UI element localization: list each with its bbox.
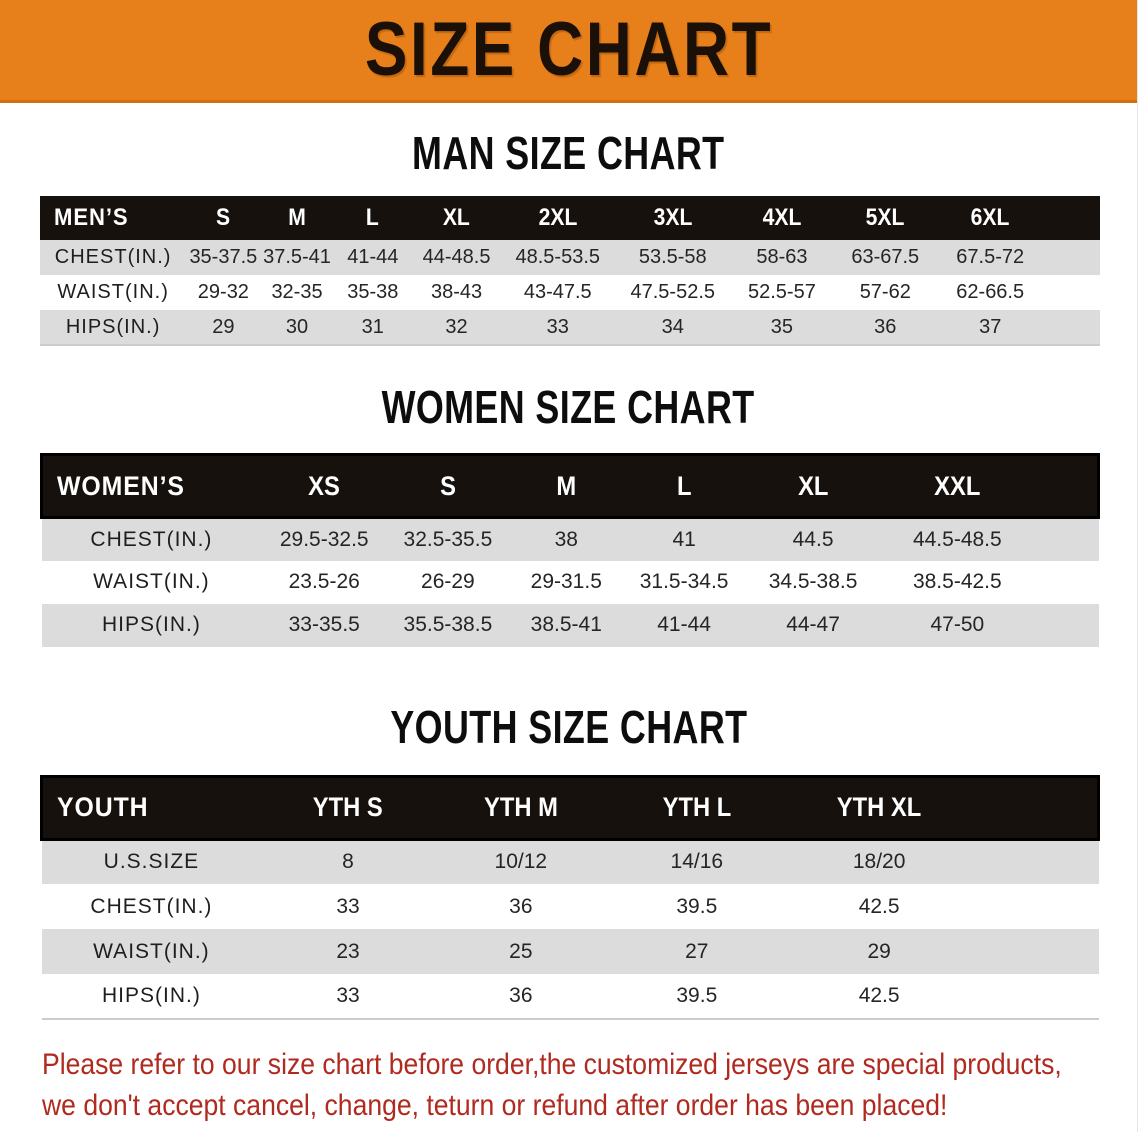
size-value: 34: [614, 310, 731, 345]
size-value: 36: [833, 310, 938, 345]
measurement-label: HIPS(IN.): [42, 974, 262, 1019]
size-value: 48.5-53.5: [501, 240, 614, 275]
measurement-label: CHEST(IN.): [42, 518, 262, 561]
size-group-label: MEN’S: [40, 196, 186, 240]
size-value: 29-31.5: [530, 570, 602, 593]
size-group-header-row: [42, 455, 1099, 518]
disclaimer-line-2: we don't accept cancel, change, teturn or refund after order has been placed!: [42, 1089, 948, 1122]
size-value: 33: [501, 310, 614, 345]
size-value: 44-47: [744, 604, 881, 647]
size-value: 42.5: [858, 894, 900, 918]
spacer-cell: [972, 884, 1099, 929]
size-value: 41-44: [624, 604, 744, 647]
spacer-cell: [972, 929, 1099, 974]
measurement-row: [42, 561, 1099, 604]
size-value: 29-32: [197, 281, 249, 303]
spacer-cell: [1033, 518, 1099, 561]
youth-size-table: [40, 775, 1100, 1021]
spacer-cell: [972, 974, 1099, 1019]
size-value: 23.5-26: [288, 570, 360, 593]
banner-title: SIZE CHART: [364, 7, 773, 92]
size-value: 53.5-58: [614, 240, 731, 275]
measurement-label: CHEST(IN.): [40, 240, 186, 275]
size-group-header-row: [40, 196, 1100, 240]
size-value: 30: [260, 310, 333, 345]
size-column-header: L: [334, 196, 412, 240]
size-column-header: 4XL: [731, 196, 833, 240]
size-value: 42.5: [787, 974, 972, 1019]
measurement-label: WAIST(IN.): [42, 929, 262, 974]
spacer-cell: [1043, 275, 1100, 310]
size-value: 35-37.5: [186, 240, 260, 275]
women-section-heading: WOMEN SIZE CHART: [381, 381, 755, 433]
size-column-header: XXL: [882, 455, 1033, 518]
size-group-label: YOUTH: [42, 776, 262, 839]
size-value: 39.5: [607, 974, 787, 1019]
size-value: 38: [509, 518, 624, 561]
size-value: 29: [787, 929, 972, 974]
size-value: 63-67.5: [833, 240, 938, 275]
size-value: 38.5-41: [509, 604, 624, 647]
size-value: 32-35: [271, 281, 323, 303]
size-value: 38-43: [430, 281, 483, 303]
size-value: 8: [261, 839, 434, 884]
man-section-heading: MAN SIZE CHART: [412, 127, 725, 179]
measurement-row: [42, 884, 1099, 929]
spacer-cell: [1033, 604, 1099, 647]
size-value: 35.5-38.5: [387, 604, 509, 647]
size-value: 35-38: [347, 281, 399, 303]
size-value: 52.5-57: [748, 281, 816, 303]
size-value: 44.5: [744, 518, 881, 561]
size-value: 33-35.5: [261, 604, 387, 647]
size-value: 47.5-52.5: [630, 281, 715, 303]
banner: [0, 0, 1137, 103]
size-group-label: WOMEN’S: [42, 455, 262, 518]
size-column-header: S: [387, 455, 509, 518]
disclaimer-line-1: Please refer to our size chart before order,the customized jerseys are special products,: [42, 1048, 1062, 1081]
size-column-header: 6XL: [938, 196, 1043, 240]
size-value: 58-63: [731, 240, 833, 275]
disclaimer: [42, 1044, 1137, 1126]
size-value: 18/20: [787, 839, 972, 884]
size-column-header: M: [260, 196, 333, 240]
measurement-row: [42, 839, 1099, 884]
size-column-header: XL: [412, 196, 501, 240]
size-value: 26-29: [421, 570, 475, 593]
size-column-header: YTH M: [435, 776, 607, 839]
youth-section-heading: YOUTH SIZE CHART: [389, 700, 748, 753]
measurement-row: [42, 518, 1099, 561]
size-value: 44.5-48.5: [882, 518, 1033, 561]
size-value: 32.5-35.5: [387, 518, 509, 561]
size-value: 29: [186, 310, 260, 345]
measurement-label: WAIST(IN.): [57, 281, 169, 303]
size-value: 44-48.5: [412, 240, 501, 275]
measurement-label: U.S.SIZE: [42, 839, 262, 884]
measurement-label: HIPS(IN.): [40, 310, 186, 345]
men-size-table: [40, 196, 1100, 346]
size-value: 41: [624, 518, 744, 561]
spacer-cell: [1043, 240, 1100, 275]
size-value: 62-66.5: [956, 281, 1025, 303]
size-value: 36: [509, 894, 533, 918]
size-column-header: XS: [261, 455, 387, 518]
spacer-cell: [1043, 310, 1100, 345]
size-value: 36: [435, 974, 607, 1019]
size-value: 38.5-42.5: [912, 570, 1002, 593]
measurement-row: [40, 240, 1100, 275]
size-value: 27: [607, 929, 787, 974]
size-column-header: 5XL: [833, 196, 938, 240]
measurement-row: [42, 974, 1099, 1019]
size-column-header: YTH S: [261, 776, 434, 839]
size-column-header: XL: [744, 455, 881, 518]
size-value: 32: [412, 310, 501, 345]
size-value: 35: [731, 310, 833, 345]
size-value: 25: [435, 929, 607, 974]
size-column-header: YTH L: [607, 776, 787, 839]
women-size-table: [40, 453, 1100, 647]
size-column-header: M: [509, 455, 624, 518]
measurement-row: [42, 604, 1099, 647]
size-value: 10/12: [435, 839, 607, 884]
size-value: 34.5-38.5: [768, 570, 858, 593]
size-value: 31: [334, 310, 412, 345]
size-value: 23: [261, 929, 434, 974]
size-value: 14/16: [607, 839, 787, 884]
size-column-header: 3XL: [614, 196, 731, 240]
size-value: 37: [938, 310, 1043, 345]
size-value: 39.5: [676, 894, 718, 918]
measurement-label: HIPS(IN.): [42, 604, 262, 647]
measurement-row: [40, 275, 1100, 310]
spacer-cell: [972, 839, 1099, 884]
size-value: 57-62: [859, 281, 911, 303]
spacer-cell: [1043, 196, 1100, 240]
size-value: 33: [336, 894, 360, 918]
measurement-row: [42, 929, 1099, 974]
size-value: 67.5-72: [938, 240, 1043, 275]
size-value: 41-44: [334, 240, 412, 275]
measurement-label: WAIST(IN.): [93, 570, 210, 593]
measurement-label: CHEST(IN.): [90, 894, 213, 918]
spacer-cell: [1033, 561, 1099, 604]
size-column-header: L: [624, 455, 744, 518]
size-value: 47-50: [882, 604, 1033, 647]
size-value: 43-47.5: [523, 281, 592, 303]
measurement-row: [40, 310, 1100, 345]
size-group-header-row: [42, 776, 1099, 839]
spacer-cell: [1033, 455, 1099, 518]
size-column-header: S: [186, 196, 260, 240]
size-value: 33: [261, 974, 434, 1019]
size-value: 29.5-32.5: [261, 518, 387, 561]
size-column-header: YTH XL: [787, 776, 972, 839]
size-value: 37.5-41: [260, 240, 333, 275]
size-column-header: 2XL: [501, 196, 614, 240]
spacer-cell: [972, 776, 1099, 839]
size-value: 31.5-34.5: [639, 570, 729, 593]
